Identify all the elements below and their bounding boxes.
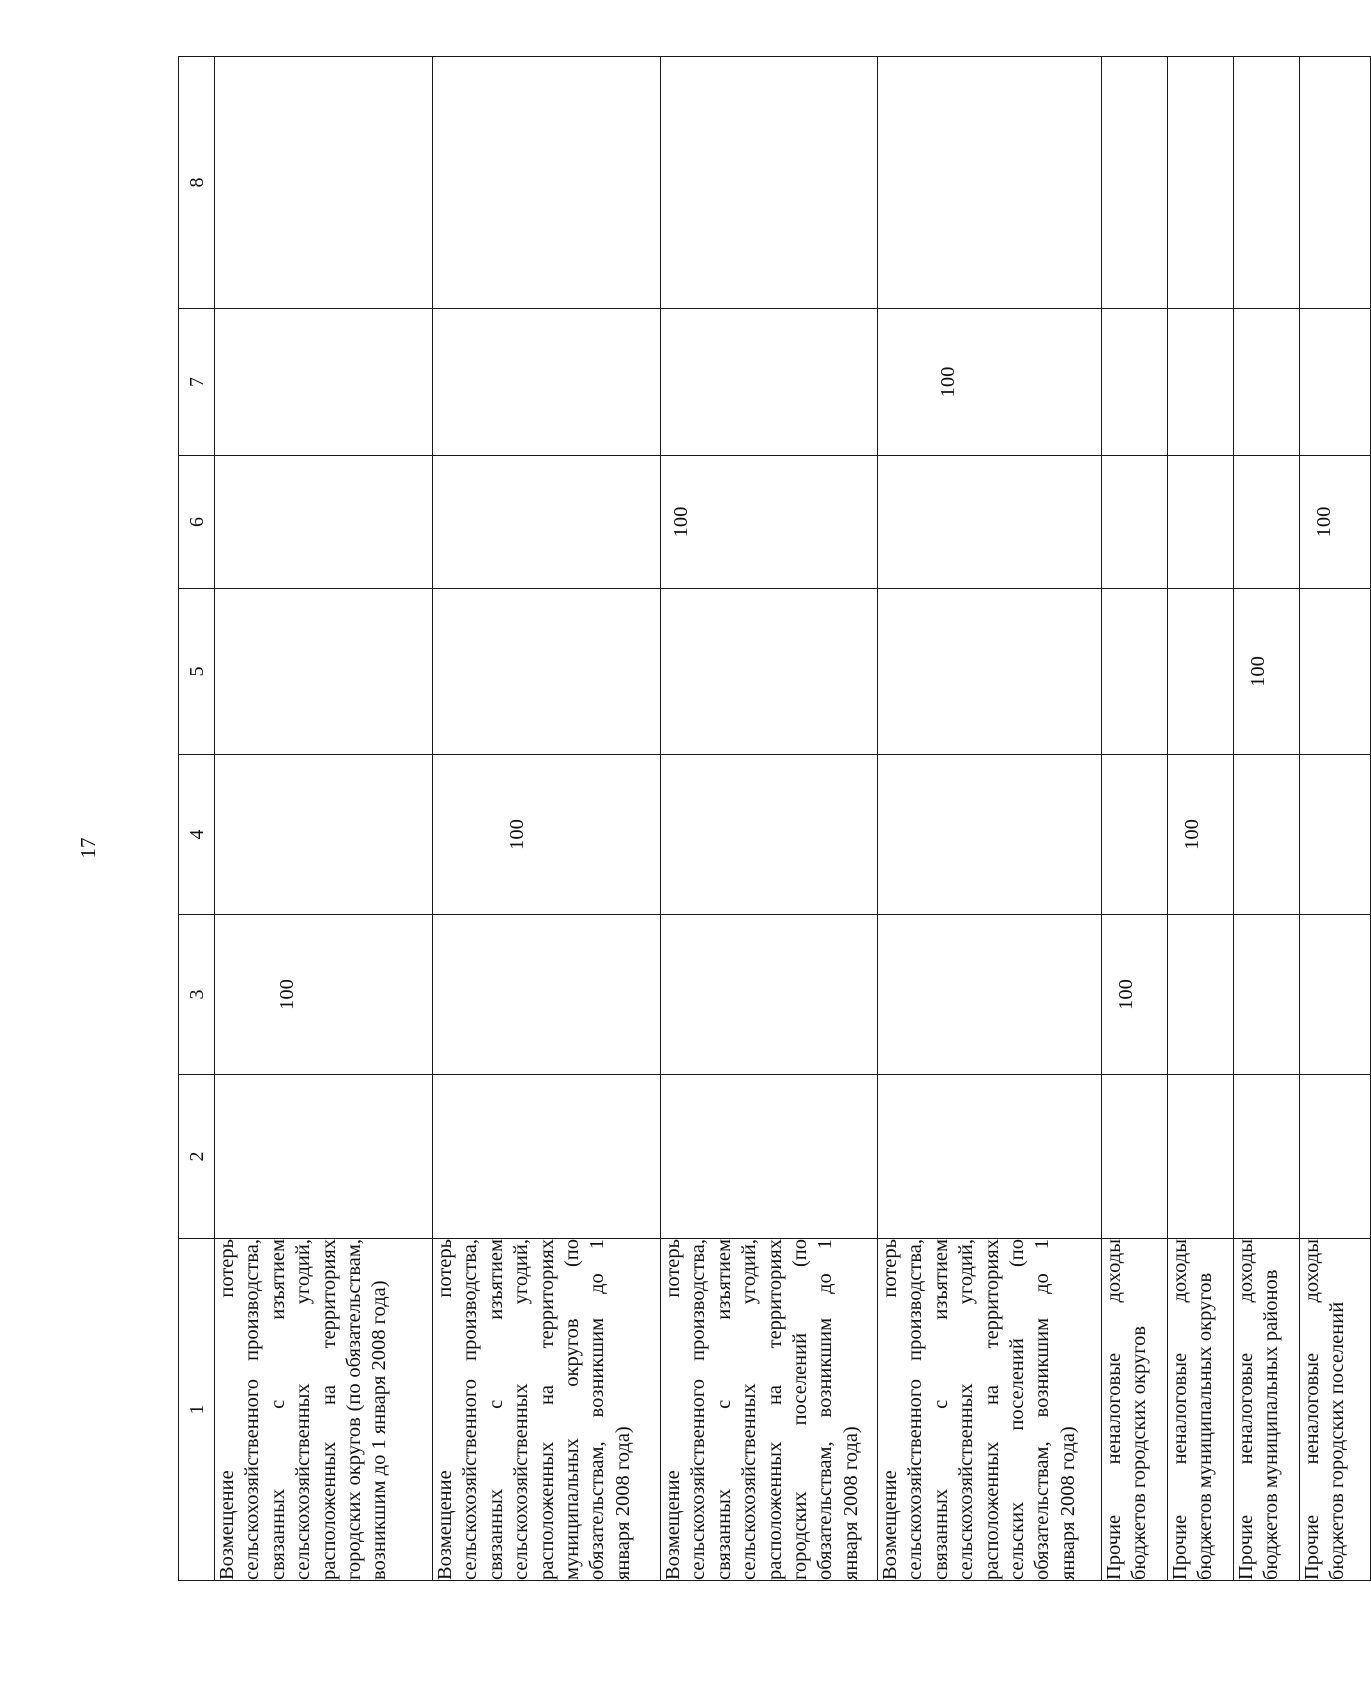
value-cell — [1168, 309, 1234, 456]
value-cell: 100 — [215, 915, 433, 1075]
value-cell — [661, 57, 878, 309]
column-header: 6 — [179, 456, 215, 589]
value-cell — [215, 456, 433, 589]
value-cell — [1234, 456, 1300, 589]
value-cell — [1300, 755, 1371, 915]
value-cell: 100 — [1300, 456, 1371, 589]
table-row — [1168, 57, 1234, 1581]
value-cell: 100 — [661, 456, 878, 589]
column-header: 8 — [179, 57, 215, 309]
income-description-text: Прочие неналоговые доходы бюджетов городских поселений — [1301, 1239, 1349, 1580]
value-cell — [1168, 1075, 1234, 1239]
value-cell — [215, 589, 433, 755]
value-cell — [878, 1075, 1102, 1239]
value-cell — [1102, 755, 1168, 915]
income-description-text: Возмещение потерь сельскохозяйственного производства, связанных с изъятием сельскохозяйственных угодий, расположенных на территориях муниципальных округов (по обязательствам, возникшим до 1 января 2008 года) — [434, 1239, 634, 1580]
value-cell — [1300, 915, 1371, 1075]
column-header: 1 — [179, 1239, 215, 1581]
value-cell — [1300, 309, 1371, 456]
value-cell — [1300, 589, 1371, 755]
table-header-row — [179, 57, 215, 1581]
value-cell — [1234, 755, 1300, 915]
value-cell — [661, 589, 878, 755]
value-cell — [1300, 57, 1371, 309]
value-cell — [1102, 57, 1168, 309]
income-description — [1300, 1239, 1371, 1581]
table-row — [1102, 57, 1168, 1581]
value-cell — [215, 755, 433, 915]
income-description-text: Прочие неналоговые доходы бюджетов городских округов — [1103, 1239, 1151, 1580]
value-cell — [433, 1075, 661, 1239]
value-cell — [661, 755, 878, 915]
income-description-text: Возмещение потерь сельскохозяйственного производства, связанных с изъятием сельскохозяйственных угодий, расположенных на территориях сельских поселений (по обязательствам, возникшим до 1 января 2008 года) — [879, 1239, 1079, 1580]
value-cell — [878, 57, 1102, 309]
table-row — [1300, 57, 1371, 1581]
value-cell — [1168, 57, 1234, 309]
value-cell — [433, 309, 661, 456]
value-cell — [878, 589, 1102, 755]
value-cell — [215, 57, 433, 309]
value-cell — [1234, 1075, 1300, 1239]
income-description-text: Возмещение потерь сельскохозяйственного производства, связанных с изъятием сельскохозяйственных угодий, расположенных на территориях городских поселений (по обязательствам, возникшим до 1 января 2008 года) — [662, 1239, 862, 1580]
value-cell — [878, 915, 1102, 1075]
column-header: 3 — [179, 915, 215, 1075]
income-description — [1234, 1239, 1300, 1581]
value-cell — [1168, 589, 1234, 755]
value-cell — [433, 915, 661, 1075]
value-cell — [215, 1075, 433, 1239]
column-header: 2 — [179, 1075, 215, 1239]
table-row — [1234, 57, 1300, 1581]
value-cell — [1234, 57, 1300, 309]
budget-distribution-table — [178, 56, 1371, 1581]
value-cell — [1102, 589, 1168, 755]
income-description-text: Прочие неналоговые доходы бюджетов муниципальных округов — [1169, 1239, 1217, 1580]
income-description — [215, 1239, 433, 1581]
value-cell — [1168, 456, 1234, 589]
value-cell — [433, 57, 661, 309]
income-description-text: Возмещение потерь сельскохозяйственного производства, связанных с изъятием сельскохозяйственных угодий, расположенных на территориях городских округов (по обязательствам, возникшим до 1 января 2008 года) — [216, 1239, 391, 1580]
income-description — [1168, 1239, 1234, 1581]
value-cell: 100 — [1168, 755, 1234, 915]
value-cell — [1102, 1075, 1168, 1239]
table-row — [661, 57, 878, 1581]
column-header: 4 — [179, 755, 215, 915]
value-cell — [215, 309, 433, 456]
value-cell — [433, 589, 661, 755]
value-cell — [661, 1075, 878, 1239]
value-cell — [661, 309, 878, 456]
value-cell — [878, 755, 1102, 915]
rotated-table-wrapper — [178, 57, 1349, 1581]
table-row — [215, 57, 433, 1581]
page-number: 17 — [75, 837, 100, 859]
column-header: 5 — [179, 589, 215, 755]
income-description — [433, 1239, 661, 1581]
income-description — [1102, 1239, 1168, 1581]
value-cell — [1102, 456, 1168, 589]
income-description — [661, 1239, 878, 1581]
table-row — [878, 57, 1102, 1581]
value-cell: 100 — [1102, 915, 1168, 1075]
column-header: 7 — [179, 309, 215, 456]
table-row — [433, 57, 661, 1581]
value-cell — [1300, 1075, 1371, 1239]
value-cell — [433, 456, 661, 589]
value-cell: 100 — [433, 755, 661, 915]
income-description-text: Прочие неналоговые доходы бюджетов муниципальных районов — [1235, 1239, 1283, 1580]
value-cell: 100 — [878, 309, 1102, 456]
value-cell — [878, 456, 1102, 589]
value-cell — [661, 915, 878, 1075]
value-cell — [1234, 915, 1300, 1075]
income-description — [878, 1239, 1102, 1581]
value-cell — [1102, 309, 1168, 456]
value-cell — [1168, 915, 1234, 1075]
value-cell — [1234, 309, 1300, 456]
value-cell: 100 — [1234, 589, 1300, 755]
